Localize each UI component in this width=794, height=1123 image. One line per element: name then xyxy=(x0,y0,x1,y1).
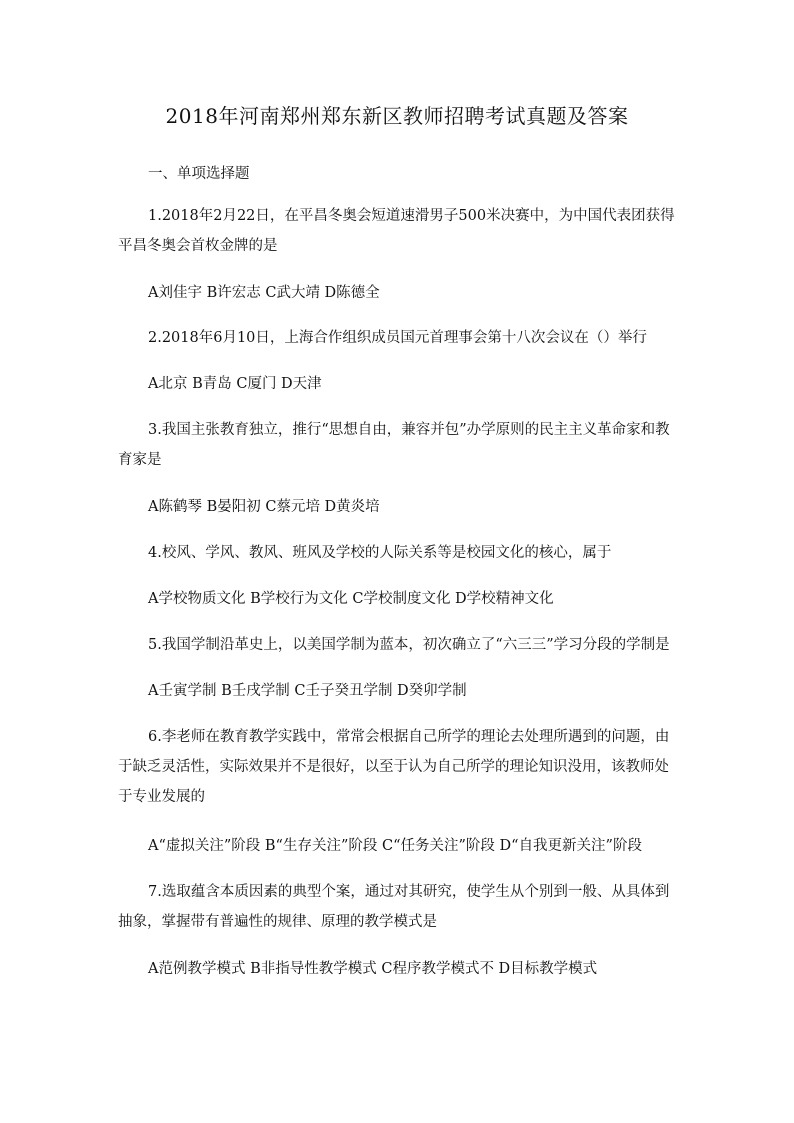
question-stem-1: 1.2018年2月22日，在平昌冬奥会短道速滑男子500米决赛中，为中国代表团获得平昌冬奥会首枚金牌的是 xyxy=(118,208,675,254)
question-options-7: A范例教学模式 B非指导性教学模式 C程序教学模式不 D目标教学模式 xyxy=(148,961,598,977)
question-stem-6: 6.李老师在教育教学实践中，常常会根据自己所学的理论去处理所遇到的问题，由于缺乏灵活性，实际效果并不是很好，以至于认为自己所学的理论知识没用，该教师处于专业发展的 xyxy=(118,729,670,805)
question-options-5: A壬寅学制 B壬戌学制 C壬子癸丑学制 D癸卯学制 xyxy=(148,683,467,699)
question-stem-7: 7.选取蕴含本质因素的典型个案，通过对其研究，使学生从个别到一般、从具体到抽象，掌握带有普遍性的规律、原理的教学模式是 xyxy=(118,884,670,930)
question-stem-3: 3.我国主张教育独立，推行“思想自由，兼容并包”办学原则的民主主义革命家和教育家是 xyxy=(118,422,670,468)
question-options-1: A刘佳宇 B许宏志 C武大靖 D陈德全 xyxy=(148,285,380,301)
question-stem-4: 4.校风、学风、教风、班风及学校的人际关系等是校园文化的核心，属于 xyxy=(148,545,612,561)
document-title: 2018年河南郑州郑东新区教师招聘考试真题及答案 xyxy=(165,104,629,128)
question-options-3: A陈鹤琴 B晏阳初 C蔡元培 D黄炎培 xyxy=(148,499,380,515)
question-options-4: A学校物质文化 B学校行为文化 C学校制度文化 D学校精神文化 xyxy=(148,591,554,607)
question-stem-2: 2.2018年6月10日，上海合作组织成员国元首理事会第十八次会议在（）举行 xyxy=(148,330,647,346)
question-options-2: A北京 B青岛 C厦门 D天津 xyxy=(148,376,322,392)
section-heading: 一、单项选择题 xyxy=(148,166,250,182)
question-stem-5: 5.我国学制沿革史上，以美国学制为蓝本，初次确立了“六三三”学习分段的学制是 xyxy=(148,637,670,653)
question-options-6: A“虚拟关注”阶段 B“生存关注”阶段 C“任务关注”阶段 D“自我更新关注”阶段 xyxy=(148,838,642,854)
